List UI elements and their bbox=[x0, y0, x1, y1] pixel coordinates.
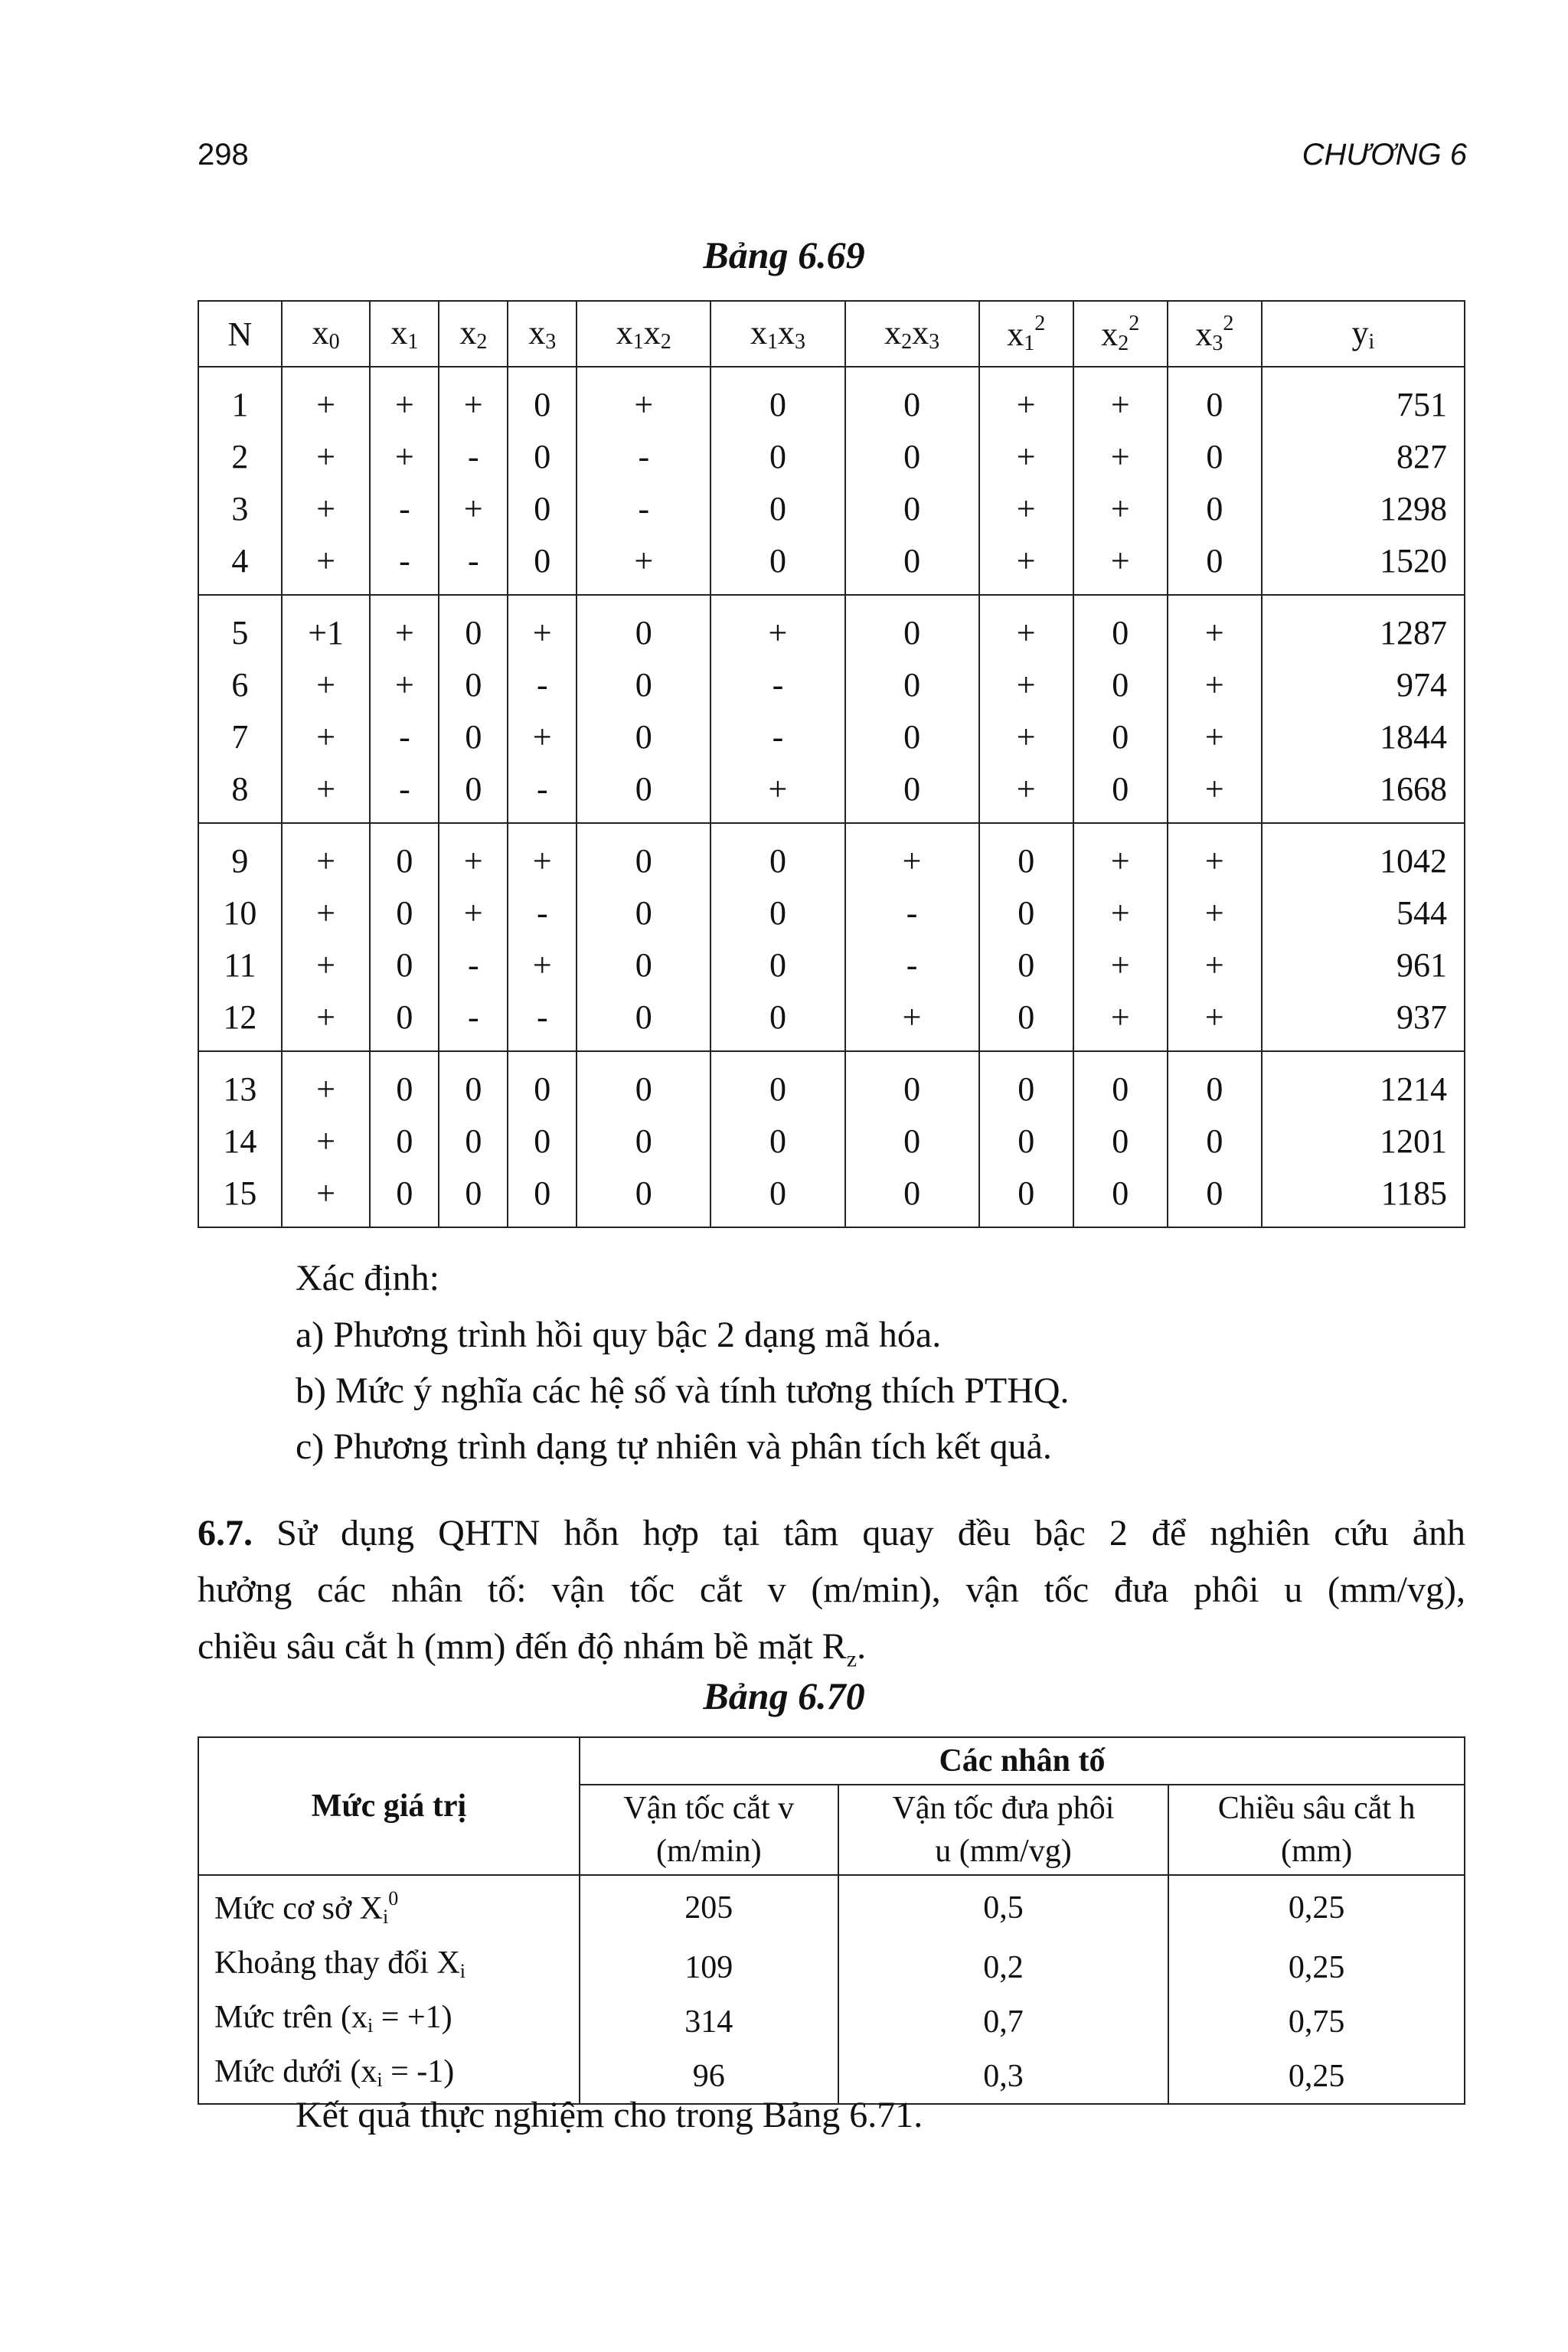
table-header-row bbox=[198, 301, 1465, 367]
table-cell: + bbox=[979, 367, 1073, 430]
table-cell: + bbox=[979, 595, 1073, 658]
table-cell: 0 bbox=[979, 991, 1073, 1051]
table-cell: + bbox=[1073, 367, 1168, 430]
header-cell bbox=[370, 301, 439, 367]
table-cell: 0 bbox=[1168, 1051, 1262, 1115]
label-part: i bbox=[368, 2014, 374, 2037]
table-cell: 0 bbox=[710, 939, 844, 991]
table-cell: + bbox=[1073, 991, 1168, 1051]
table-cell: 0 bbox=[845, 763, 979, 823]
table-cell: + bbox=[1073, 482, 1168, 534]
result-note: Kết quả thực nghiệm cho trong Bảng 6.71. bbox=[296, 2095, 923, 2135]
factor-value: 314 bbox=[580, 1994, 838, 2049]
factor-header-line: (m/min) bbox=[655, 1834, 762, 1869]
table-cell: + bbox=[1168, 595, 1262, 658]
label-part: Mức dưới (x bbox=[214, 2054, 377, 2089]
table-cell: - bbox=[577, 430, 710, 482]
table-cell: + bbox=[508, 939, 577, 991]
table-cell: + bbox=[370, 595, 439, 658]
table-cell: + bbox=[979, 430, 1073, 482]
factor-header-cell bbox=[580, 1785, 838, 1875]
table-cell: + bbox=[439, 367, 508, 430]
table-cell: 0 bbox=[577, 939, 710, 991]
table-cell: 1214 bbox=[1262, 1051, 1465, 1115]
table-cell: + bbox=[508, 595, 577, 658]
table-cell: 0 bbox=[710, 1167, 844, 1227]
table-cell: 0 bbox=[370, 939, 439, 991]
table-cell: 0 bbox=[1168, 367, 1262, 430]
table-cell: + bbox=[282, 658, 371, 710]
table-cell: 0 bbox=[439, 595, 508, 658]
label-part: = -1) bbox=[382, 2054, 455, 2089]
table-cell: 0 bbox=[845, 367, 979, 430]
table-cell: 544 bbox=[1262, 887, 1465, 939]
table-cell: 0 bbox=[710, 1051, 844, 1115]
table-cell: + bbox=[1168, 939, 1262, 991]
header-part: 0 bbox=[328, 330, 340, 354]
table-row bbox=[198, 1167, 1465, 1227]
table-cell: + bbox=[282, 534, 371, 595]
table-row bbox=[198, 1875, 1465, 1940]
table-cell: 1520 bbox=[1262, 534, 1465, 595]
header-cell bbox=[1073, 301, 1168, 367]
table-cell: 0 bbox=[370, 823, 439, 887]
table-cell: 0 bbox=[845, 710, 979, 763]
header-cell bbox=[1262, 301, 1465, 367]
factor-header-line: Vận tốc cắt v bbox=[623, 1791, 795, 1826]
factor-value: 0,75 bbox=[1168, 1994, 1465, 2049]
table-6-70 bbox=[198, 1736, 1465, 2105]
table-cell: 0 bbox=[979, 939, 1073, 991]
table-cell: 937 bbox=[1262, 991, 1465, 1051]
header-cell bbox=[577, 301, 710, 367]
table-cell: + bbox=[979, 482, 1073, 534]
label-part: Mức cơ sở X bbox=[214, 1891, 383, 1926]
header-cell bbox=[845, 301, 979, 367]
table-cell: + bbox=[282, 367, 371, 430]
table-6-70-caption: Bảng 6.70 bbox=[703, 1674, 865, 1717]
table-cell: + bbox=[1073, 939, 1168, 991]
table-6-69 bbox=[198, 300, 1465, 1228]
table-cell: - bbox=[370, 763, 439, 823]
table-cell: 0 bbox=[1073, 1115, 1168, 1167]
table-cell: + bbox=[1168, 763, 1262, 823]
table-cell: + bbox=[282, 823, 371, 887]
table-cell: - bbox=[577, 482, 710, 534]
header-part: x bbox=[312, 314, 329, 351]
item-a: a) Phương trình hồi quy bậc 2 dạng mã hóa. bbox=[296, 1315, 942, 1355]
table-cell: - bbox=[508, 763, 577, 823]
table-cell: + bbox=[282, 1115, 371, 1167]
table-cell: 9 bbox=[198, 823, 282, 887]
header-part: x bbox=[912, 314, 929, 351]
table-cell: 0 bbox=[577, 991, 710, 1051]
header-cell bbox=[710, 301, 844, 367]
table-cell: 0 bbox=[508, 430, 577, 482]
table-cell: + bbox=[1168, 658, 1262, 710]
table-cell: 0 bbox=[1073, 710, 1168, 763]
label-part: i bbox=[459, 1960, 466, 1982]
table-cell: + bbox=[710, 595, 844, 658]
table-cell: + bbox=[1073, 823, 1168, 887]
table-row bbox=[198, 991, 1465, 1051]
table-cell: + bbox=[1168, 887, 1262, 939]
table-cell: + bbox=[282, 430, 371, 482]
table-cell: 4 bbox=[198, 534, 282, 595]
table-cell: + bbox=[979, 710, 1073, 763]
table-cell: 0 bbox=[1073, 658, 1168, 710]
header-part: x bbox=[750, 314, 767, 351]
table-cell: + bbox=[577, 367, 710, 430]
table-cell: 827 bbox=[1262, 430, 1465, 482]
label-part: i bbox=[383, 1906, 389, 1928]
table-cell: - bbox=[508, 887, 577, 939]
table-cell: 1287 bbox=[1262, 595, 1465, 658]
header-part: 3 bbox=[545, 330, 557, 354]
table-row bbox=[198, 887, 1465, 939]
table-cell: 11 bbox=[198, 939, 282, 991]
factor-value: 0,7 bbox=[838, 1994, 1169, 2049]
table-cell: 0 bbox=[439, 710, 508, 763]
label-part: Khoảng thay đổi X bbox=[214, 1945, 460, 1981]
table-cell: + bbox=[282, 763, 371, 823]
determine-label: Xác định: bbox=[296, 1258, 439, 1298]
table-cell: + bbox=[577, 534, 710, 595]
table-cell: + bbox=[1168, 991, 1262, 1051]
header-part: 1 bbox=[407, 330, 419, 354]
table-cell: 1042 bbox=[1262, 823, 1465, 887]
table-cell: 0 bbox=[710, 534, 844, 595]
table-cell: 0 bbox=[370, 1051, 439, 1115]
table-cell: 0 bbox=[845, 1115, 979, 1167]
table-row bbox=[198, 595, 1465, 658]
table-cell: - bbox=[370, 710, 439, 763]
table-cell: + bbox=[439, 482, 508, 534]
level-label bbox=[198, 1875, 580, 1940]
factor-value: 0,5 bbox=[838, 1875, 1169, 1940]
table-cell: 0 bbox=[845, 658, 979, 710]
table-row bbox=[198, 430, 1465, 482]
factor-value: 0,2 bbox=[838, 1940, 1169, 1994]
table-cell: + bbox=[282, 1167, 371, 1227]
table-cell: 0 bbox=[439, 763, 508, 823]
table-cell: + bbox=[370, 367, 439, 430]
factor-header-line: u (mm/vg) bbox=[935, 1834, 1072, 1869]
factor-value: 109 bbox=[580, 1940, 838, 1994]
header-part: 2 bbox=[660, 330, 671, 354]
header-part: x bbox=[884, 314, 902, 351]
table-cell: - bbox=[439, 430, 508, 482]
table-cell: + bbox=[710, 763, 844, 823]
exercise-text-1: Sử dụng QHTN hỗn hợp tại tâm quay đều bậc 2 để nghiên cứu ảnh bbox=[276, 1513, 1465, 1553]
table-row bbox=[198, 1051, 1465, 1115]
header-cell bbox=[979, 301, 1073, 367]
table-cell: 0 bbox=[508, 482, 577, 534]
header-part: x bbox=[616, 314, 633, 351]
table-cell: + bbox=[282, 710, 371, 763]
header-part: 2 bbox=[1118, 332, 1129, 355]
table-cell: 0 bbox=[1168, 1115, 1262, 1167]
table-cell: + bbox=[1073, 430, 1168, 482]
table-cell: 0 bbox=[439, 1051, 508, 1115]
table-cell: 13 bbox=[198, 1051, 282, 1115]
table-cell: 0 bbox=[508, 534, 577, 595]
header-part: x bbox=[777, 314, 795, 351]
table-cell: + bbox=[370, 430, 439, 482]
table-cell: 1185 bbox=[1262, 1167, 1465, 1227]
page-number: 298 bbox=[198, 138, 249, 172]
factor-header-cell bbox=[838, 1785, 1169, 1875]
factor-value: 0,25 bbox=[1168, 1875, 1465, 1940]
table-cell: + bbox=[508, 710, 577, 763]
table-cell: 0 bbox=[577, 887, 710, 939]
table-cell: 0 bbox=[1168, 482, 1262, 534]
table-row bbox=[198, 710, 1465, 763]
table-cell: 974 bbox=[1262, 658, 1465, 710]
table-cell: 0 bbox=[1168, 534, 1262, 595]
table-cell: - bbox=[845, 887, 979, 939]
table-row bbox=[198, 658, 1465, 710]
table-cell: +1 bbox=[282, 595, 371, 658]
table-cell: 8 bbox=[198, 763, 282, 823]
factor-value: 0,3 bbox=[838, 2049, 1169, 2104]
exercise-number: 6.7. bbox=[198, 1513, 253, 1553]
header-part: 2 bbox=[901, 330, 913, 354]
header-part: y bbox=[1351, 314, 1369, 351]
table-cell: + bbox=[508, 823, 577, 887]
header-part: x bbox=[390, 314, 408, 351]
table-cell: 14 bbox=[198, 1115, 282, 1167]
exercise-text-3-end: . bbox=[857, 1626, 867, 1667]
header-part: 2 bbox=[1034, 312, 1046, 335]
table-cell: 0 bbox=[710, 482, 844, 534]
header-cell bbox=[282, 301, 371, 367]
table-cell: 0 bbox=[577, 710, 710, 763]
table-cell: 0 bbox=[845, 1051, 979, 1115]
table-row bbox=[198, 763, 1465, 823]
table-cell: - bbox=[370, 534, 439, 595]
table-cell: 6 bbox=[198, 658, 282, 710]
table-cell: + bbox=[979, 763, 1073, 823]
table-cell: - bbox=[439, 991, 508, 1051]
table-cell: 0 bbox=[710, 367, 844, 430]
table-cell: 0 bbox=[1073, 763, 1168, 823]
table-cell: 0 bbox=[439, 658, 508, 710]
table-cell: + bbox=[1073, 534, 1168, 595]
header-part: 3 bbox=[1212, 332, 1223, 355]
table-cell: 5 bbox=[198, 595, 282, 658]
item-b: b) Mức ý nghĩa các hệ số và tính tương thích PTHQ. bbox=[296, 1370, 1070, 1411]
table-cell: 1668 bbox=[1262, 763, 1465, 823]
header-part: 2 bbox=[1129, 312, 1140, 335]
table-row bbox=[198, 823, 1465, 887]
table-cell: 0 bbox=[577, 595, 710, 658]
table-cell: + bbox=[282, 887, 371, 939]
item-c: c) Phương trình dạng tự nhiên và phân tích kết quả. bbox=[296, 1426, 1052, 1467]
table-cell: 1201 bbox=[1262, 1115, 1465, 1167]
table-cell: 1 bbox=[198, 367, 282, 430]
table-cell: + bbox=[1168, 823, 1262, 887]
factor-header-line: Vận tốc đưa phôi bbox=[892, 1791, 1115, 1826]
table-cell: + bbox=[282, 1051, 371, 1115]
table-cell: 3 bbox=[198, 482, 282, 534]
label-part: i bbox=[377, 2069, 383, 2091]
table-6-70-header-row-1 bbox=[198, 1737, 1465, 1785]
table-cell: + bbox=[370, 658, 439, 710]
factor-value: 0,25 bbox=[1168, 2049, 1465, 2104]
table-cell: 0 bbox=[508, 1115, 577, 1167]
header-part: i bbox=[1368, 330, 1375, 354]
header-part: 1 bbox=[1024, 332, 1035, 355]
table-cell: 0 bbox=[577, 1051, 710, 1115]
table-row bbox=[198, 1115, 1465, 1167]
header-part: 3 bbox=[929, 330, 940, 354]
exercise-line-1 bbox=[198, 1505, 1465, 1562]
table-cell: 2 bbox=[198, 430, 282, 482]
exercise-text-3: chiều sâu cắt h (mm) đến độ nhám bề mặt R bbox=[198, 1626, 847, 1667]
table-cell: 12 bbox=[198, 991, 282, 1051]
table-cell: 0 bbox=[508, 1051, 577, 1115]
table-row bbox=[198, 1940, 1465, 1994]
table-cell: 0 bbox=[439, 1167, 508, 1227]
table-cell: 0 bbox=[508, 367, 577, 430]
factor-value: 0,25 bbox=[1168, 1940, 1465, 1994]
table-cell: - bbox=[439, 534, 508, 595]
table-cell: 0 bbox=[845, 482, 979, 534]
table-cell: - bbox=[710, 710, 844, 763]
header-part: 2 bbox=[476, 330, 488, 354]
factor-header-line: (mm) bbox=[1280, 1834, 1353, 1869]
group-header-cell: Các nhân tố bbox=[580, 1737, 1465, 1785]
table-cell: 0 bbox=[1168, 1167, 1262, 1227]
table-cell: + bbox=[282, 482, 371, 534]
level-label bbox=[198, 1940, 580, 1994]
table-cell: + bbox=[979, 534, 1073, 595]
table-cell: 0 bbox=[439, 1115, 508, 1167]
header-cell bbox=[508, 301, 577, 367]
table-cell: 0 bbox=[1073, 1167, 1168, 1227]
table-cell: 1844 bbox=[1262, 710, 1465, 763]
table-cell: 961 bbox=[1262, 939, 1465, 991]
table-cell: - bbox=[508, 658, 577, 710]
factor-header-cell bbox=[1168, 1785, 1465, 1875]
table-cell: - bbox=[508, 991, 577, 1051]
table-cell: 0 bbox=[979, 887, 1073, 939]
table-cell: - bbox=[370, 482, 439, 534]
table-row bbox=[198, 939, 1465, 991]
table-cell: + bbox=[1168, 710, 1262, 763]
label-part: = +1) bbox=[373, 2000, 452, 2035]
table-cell: 1298 bbox=[1262, 482, 1465, 534]
table-cell: 0 bbox=[979, 1115, 1073, 1167]
table-cell: 0 bbox=[370, 1167, 439, 1227]
table-cell: 0 bbox=[577, 823, 710, 887]
table-cell: 0 bbox=[845, 534, 979, 595]
table-cell: + bbox=[979, 658, 1073, 710]
table-cell: - bbox=[710, 658, 844, 710]
table-cell: 0 bbox=[577, 1115, 710, 1167]
header-part: x bbox=[1101, 315, 1119, 353]
table-cell: 0 bbox=[845, 595, 979, 658]
table-cell: 0 bbox=[577, 658, 710, 710]
table-cell: + bbox=[1073, 887, 1168, 939]
header-part: 1 bbox=[766, 330, 778, 354]
header-cell bbox=[439, 301, 508, 367]
header-part: 3 bbox=[794, 330, 805, 354]
table-cell: 0 bbox=[845, 1167, 979, 1227]
table-cell: 0 bbox=[370, 1115, 439, 1167]
rz-subscript: z bbox=[846, 1646, 858, 1672]
table-cell: 751 bbox=[1262, 367, 1465, 430]
level-label bbox=[198, 1994, 580, 2049]
table-row bbox=[198, 482, 1465, 534]
label-part: Mức trên (x bbox=[214, 2000, 368, 2035]
table-row bbox=[198, 1994, 1465, 2049]
table-cell: 0 bbox=[1073, 595, 1168, 658]
table-cell: 15 bbox=[198, 1167, 282, 1227]
header-part: 2 bbox=[1223, 312, 1234, 335]
table-row bbox=[198, 534, 1465, 595]
header-cell bbox=[1168, 301, 1262, 367]
table-cell: 10 bbox=[198, 887, 282, 939]
table-cell: + bbox=[282, 991, 371, 1051]
table-cell: 0 bbox=[979, 1051, 1073, 1115]
table-cell: 0 bbox=[577, 1167, 710, 1227]
header-cell bbox=[198, 301, 282, 367]
chapter-title: CHƯƠNG 6 bbox=[1302, 138, 1467, 172]
table-cell: 0 bbox=[370, 887, 439, 939]
table-cell: 0 bbox=[370, 991, 439, 1051]
table-cell: - bbox=[845, 939, 979, 991]
table-cell: 0 bbox=[845, 430, 979, 482]
table-cell: - bbox=[439, 939, 508, 991]
table-cell: 0 bbox=[577, 763, 710, 823]
table-cell: + bbox=[282, 939, 371, 991]
table-cell: 0 bbox=[710, 430, 844, 482]
factor-header-line: Chiều sâu cắt h bbox=[1217, 1791, 1416, 1826]
table-6-69-caption: Bảng 6.69 bbox=[703, 234, 865, 276]
table-cell: 0 bbox=[1073, 1051, 1168, 1115]
table-cell: 0 bbox=[710, 823, 844, 887]
exercise-line-2: hưởng các nhân tố: vận tốc cắt v (m/min), vận tốc đưa phôi u (mm/vg), bbox=[198, 1570, 1465, 1610]
header-part: x bbox=[643, 314, 661, 351]
label-part: 0 bbox=[388, 1887, 399, 1909]
header-part: x bbox=[1007, 315, 1024, 353]
row-header-cell: Mức giá trị bbox=[198, 1737, 580, 1875]
table-cell: 7 bbox=[198, 710, 282, 763]
table-cell: 0 bbox=[710, 1115, 844, 1167]
header-part: x bbox=[1195, 315, 1213, 353]
header-part: x bbox=[528, 314, 546, 351]
table-cell: + bbox=[439, 823, 508, 887]
header-part: 1 bbox=[632, 330, 644, 354]
table-row bbox=[198, 367, 1465, 430]
table-cell: + bbox=[439, 887, 508, 939]
table-cell: 0 bbox=[508, 1167, 577, 1227]
table-cell: 0 bbox=[710, 991, 844, 1051]
table-cell: + bbox=[845, 991, 979, 1051]
table-cell: 0 bbox=[1168, 430, 1262, 482]
table-cell: 0 bbox=[710, 887, 844, 939]
table-cell: + bbox=[845, 823, 979, 887]
factor-value: 205 bbox=[580, 1875, 838, 1940]
header-part: N bbox=[227, 315, 253, 353]
header-part: x bbox=[459, 314, 477, 351]
table-cell: 0 bbox=[979, 823, 1073, 887]
table-cell: 0 bbox=[979, 1167, 1073, 1227]
factor-value: 96 bbox=[580, 2049, 838, 2104]
